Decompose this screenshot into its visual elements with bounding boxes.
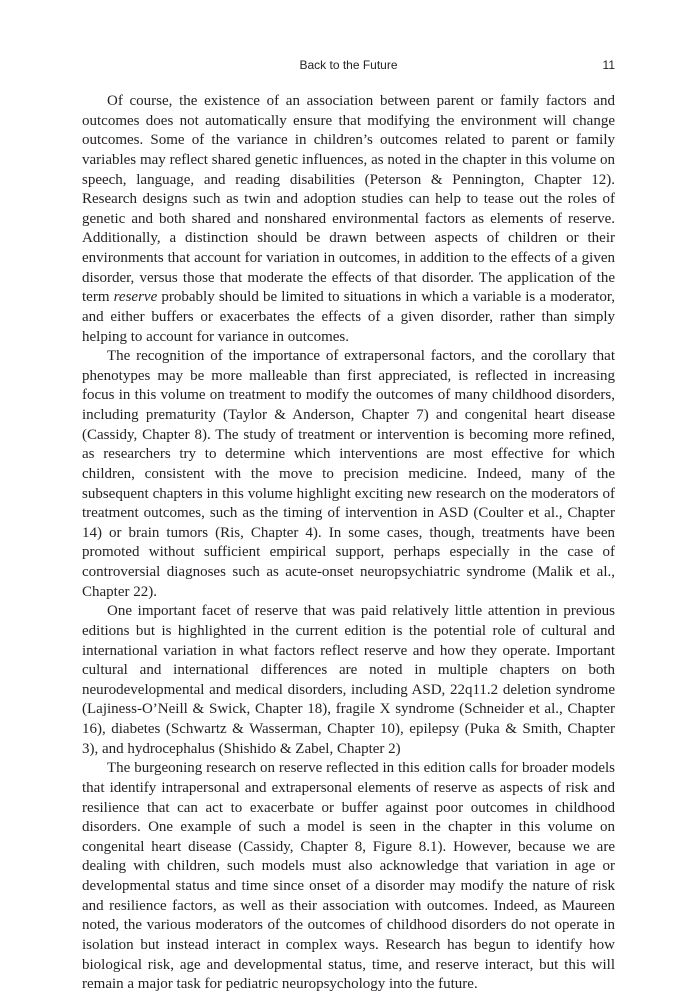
emphasized-term: reserve [113, 289, 158, 306]
running-title: Back to the Future [299, 58, 398, 72]
body-text [82, 92, 615, 995]
paragraph-1-text-continued: probably should be limited to situations in which a variable is a moderator, and either buffers or exacerbates the effects of a given disorder, rather than simply helping to account for variance in outcomes. [82, 289, 615, 345]
page-number: 11 [602, 58, 615, 72]
paragraph-3: One important facet of reserve that was paid relatively little attention in previous editions but is highlighted in the current edition is the potential role of cultural and international variation in what factors reflect reserve and how they operate. Important cultural and international differences are noted in multiple chapters on both neurodevelopmental and medical disorders, including ASD, 22q11.2 deletion syndrome (Lajiness-O’Neill & Swick, Chapter 18), fragile X syndrome (Schneider et al., Chapter 16), diabetes (Schwartz & Wasserman, Chapter 10), epilepsy (Puka & Smith, Chapter 3), and hydrocephalus (Shishido & Zabel, Chapter 2) [82, 603, 615, 757]
paragraph-1 [82, 92, 615, 347]
running-head [82, 58, 615, 76]
paragraph-2: The recognition of the importance of extrapersonal factors, and the corollary that phenotypes may be more malleable than first appreciated, is reflected in increasing focus in this volume on treatment to modify the outcomes of many childhood disorders, including prematurity (Taylor & Anderson, Chapter 7) and congenital heart disease (Cassidy, Chapter 8). The study of treatment or intervention is becoming more refined, as researchers try to determine which interventions are most effective for which children, consistent with the move to precision medicine. Indeed, many of the subsequent chapters in this volume highlight exciting new research on the moderators of treatment outcomes, such as the timing of intervention in ASD (Coulter et al., Chapter 14) or brain tumors (Ris, Chapter 4). In some cases, though, treatments have been promoted without sufficient empirical support, perhaps especially in the case of controversial diagnoses such as acute-onset neuropsychiatric syndrome (Malik et al., Chapter 22). [82, 348, 615, 600]
paragraph-1-text: Of course, the existence of an association between parent or family factors and outcomes does not automatically ensure that modifying the environment will change outcomes. Some of the variance in children’s outcomes related to parent or family variables may reflect shared genetic influences, as noted in the chapter in this volume on speech, language, and reading disabilities (Peterson & Pennington, Chapter 12). Research designs such as twin and adoption studies can help to tease out the roles of genetic and both shared and nonshared environmental factors as elements of reserve. Additionally, a distinction should be drawn between aspects of children or their environments that account for variation in outcomes, in addition to the effects of a given disorder, versus those that moderate the effects of that disorder. The application of the term [82, 93, 615, 306]
paragraph-4: The burgeoning research on reserve reflected in this edition calls for broader models that identify intrapersonal and extrapersonal elements of reserve as aspects of risk and resilience that can act to exacerbate or buffer against poor outcomes in childhood disorders. One example of such a model is seen in the chapter in this volume on congenital heart disease (Cassidy, Chapter 8, Figure 8.1). However, because we are dealing with children, such models must also acknowledge that variation in age or developmental status and time since onset of a disorder may modify the nature of risk and resilience factors, as well as their association with outcomes. Indeed, as Maureen noted, the various moderators of the outcomes of childhood disorders do not operate in isolation but instead interact in complex ways. Research has begun to identify how biological risk, age and developmental status, time, and reserve interact, but this will remain a major task for pediatric neuropsychology into the future. [82, 760, 615, 993]
